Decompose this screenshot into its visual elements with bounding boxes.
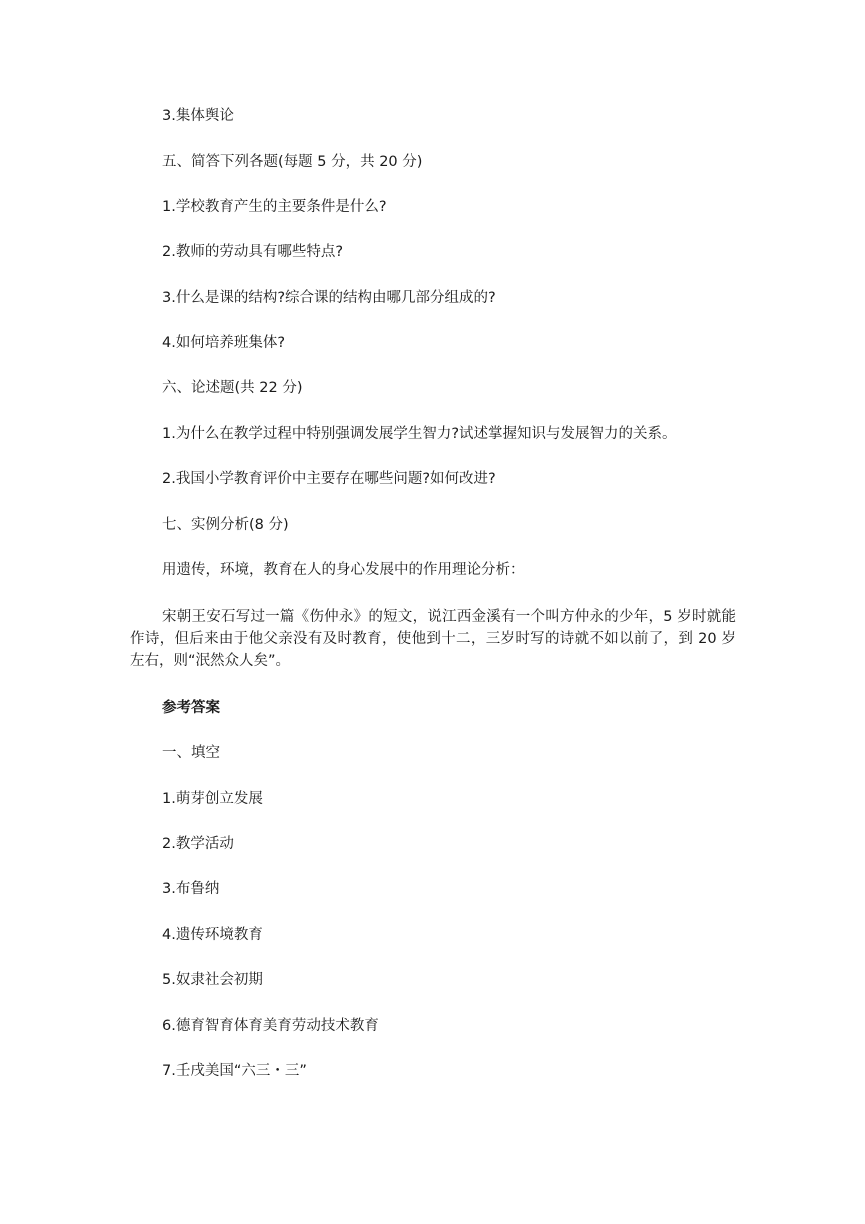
list-item: 2.我国小学教育评价中主要存在哪些问题?如何改进?	[162, 471, 496, 487]
list-item: 3.集体舆论	[162, 108, 234, 124]
list-item: 1.学校教育产生的主要条件是什么?	[162, 199, 387, 215]
list-item: 1.为什么在教学过程中特别强调发展学生智力?试述掌握知识与发展智力的关系。	[162, 426, 677, 442]
answers-title: 参考答案	[162, 700, 220, 716]
answer-item: 3.布鲁纳	[162, 881, 220, 897]
answer-item: 4.遗传环境教育	[162, 927, 263, 943]
case-prompt: 用遗传，环境，教育在人的身心发展中的作用理论分析：	[162, 562, 525, 578]
answer-item: 6.德育智育体育美育劳动技术教育	[162, 1018, 379, 1034]
answer-item: 7.壬戌美国“六三・三”	[162, 1063, 307, 1079]
section-heading: 五、简答下列各题(每题 5 分，共 20 分)	[162, 154, 423, 170]
list-item: 2.教师的劳动具有哪些特点?	[162, 244, 344, 260]
answer-item: 5.奴隶社会初期	[162, 972, 263, 988]
section-heading: 七、实例分析(8 分)	[162, 517, 289, 533]
case-description: 宋朝王安石写过一篇《伤仲永》的短文，说江西金溪有一个叫方仲永的少年，5 岁时就能作诗，但后来由于他父亲没有及时教育，使他到十二，三岁时写的诗就不如以前了，到 20 岁左右，则“泯然众人矣”。	[130, 609, 736, 669]
answer-item: 1.萌芽创立发展	[162, 791, 263, 807]
section-heading: 六、论述题(共 22 分)	[162, 380, 303, 396]
list-item: 3.什么是课的结构?综合课的结构由哪几部分组成的?	[162, 290, 496, 306]
section-heading: 一、填空	[162, 745, 220, 761]
answer-item: 2.教学活动	[162, 836, 234, 852]
list-item: 4.如何培养班集体?	[162, 335, 286, 351]
